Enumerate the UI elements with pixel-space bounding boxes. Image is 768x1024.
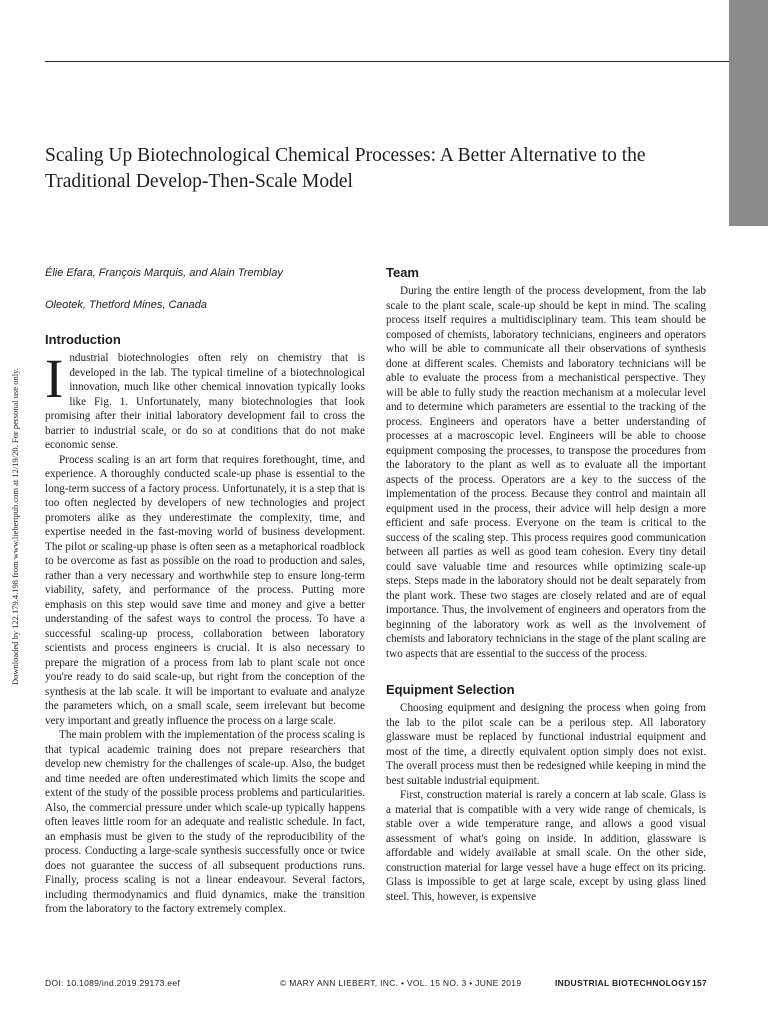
introduction-p1-text: ndustrial biotechnologies often rely on chemistry that is developed in the lab. The typical timeline of a biotechnological innovation, much like other chemical innovation typically looks like Fig. 1. Unfortunately, many biotechnologies that look promising after their initial laboratory development fail to cross the barrier to industrial scale, or do so at conditions that do not make economic sense. bbox=[45, 352, 365, 451]
right-column bbox=[386, 264, 706, 936]
footer-doi: DOI: 10.1089/ind.2019.29173.eef bbox=[45, 978, 181, 988]
introduction-paragraph-3: The main problem with the implementation of the process scaling is that typical academic training does not prepare researchers that develop new chemistry for the challenges of scale-up. Also, the budget and time needed are often underestimated which limits the scope and extent of the study of the possible process problems and particularities. Also, the commercial pressure under which scale-up typically happens often leaves little room for an adequate and realistic schedule. In fact, an emphasis must be given to the study of the reproducibility of the process. Conducting a large-scale synthesis successfully once or twice does not guarantee the success of all subsequent productions runs. Finally, process scaling is not a linear endeavour. Several factors, including thermodynamics and fluid dynamics, make the transition from the laboratory to the factory extremely complex. bbox=[45, 729, 365, 915]
equipment-paragraph-2: First, construction material is rarely a concern at lab scale. Glass is a material that is compatible with a very wide range of chemicals, is stable over a wide temperature range, and allows a good visual assessment of what's going on inside. In addition, glassware is affordable and widely available at small scale. On the other side, construction material for large vessel have a huge effect on its pricing. Glass is impossible to get at large scale, except by using glass lined steel. This, however, is expensive bbox=[386, 789, 706, 903]
introduction-paragraph-2: Process scaling is an art form that requires forethought, time, and experience. A thoroughly conducted scale-up phase is essential to the long-term success of a factory process. Unfortunately, it is a step that is too often neglected by developers of new technologies and project promoters alike as they underestimate the complexity, time, and expertise needed in the fast-moving world of business development. The pilot or scaling-up phase is often seen as a metaphorical roadblock to be overcome as fast as possible on the road to production and sales, rather than a very necessary and worthwhile step to ensure long-term viability, safety, and performance of the process. Putting more emphasis on this step would save time and money and give a better understanding of the safest ways to control the process. To have a successful scaling-up process, collaboration between laboratory scientists and process engineers is crucial. It is also necessary to prepare the migration of a process from lab to plant scale not once you're ready to do said scale-up, but right from the conception of the synthesis at the lab scale. It will be important to evaluate and analyze the parameters which, on a small scale, seem irrelevant but become very important and greatly influence the process on a large scale. bbox=[45, 453, 365, 727]
download-note bbox=[2, 345, 28, 685]
equipment-paragraph-1: Choosing equipment and designing the process when going from the lab to the pilot scale can be a perilous step. All laboratory glassware must be replaced by functional industrial equipment and most of the time, a directly equivalent option simply does not exist. The overall process must then be redesigned while keeping in mind the best suitable industrial equipment. bbox=[386, 702, 706, 787]
left-column bbox=[45, 331, 365, 931]
footer-publisher: © MARY ANN LIEBERT, INC. • VOL. 15 NO. 3 • JUNE 2019 bbox=[280, 978, 522, 988]
download-note-text: Downloaded by 122.179.4.198 from www.liebertpub.com at 12/19/20. For personal use only. bbox=[10, 368, 20, 685]
page-number: 157 bbox=[692, 978, 708, 988]
author-list: Élie Efara, François Marquis, and Alain Tremblay bbox=[45, 267, 283, 279]
affiliation: Oleotek, Thetford Mines, Canada bbox=[45, 299, 208, 311]
introduction-paragraph-1 bbox=[45, 348, 365, 453]
article-title: Scaling Up Biotechnological Chemical Processes: A Better Alternative to the Traditional Develop-Then-Scale Model bbox=[45, 145, 646, 192]
top-rule bbox=[45, 61, 729, 62]
page-edge-tab bbox=[729, 0, 768, 226]
team-heading: Team bbox=[386, 265, 419, 280]
team-paragraph: During the entire length of the process development, from the lab scale to the plant scale, scale-up should be kept in mind. The scaling process itself requires a multidisciplinary team. This team should be composed of chemists, laboratory technicians, engineers and operators who will be able to communicate all their observations of synthesis done at different scales. Chemists and laboratory technicians will be able to evaluate the process from a mechanistical perspective. They will be able to fully study the reaction mechanism at a molecular level and to determine which parameters are essential to the tracking of the process. Engineers and operators have a better understanding of processes at a macroscopic level. Engineers will be able to choose equipment composing the processes, to transpose the procedures from the laboratory to the plant as well as to evaluate all the important aspects of the process. Operators are a key to the success of the implementation of the process. Because they control and maintain all equipment used in the process, their advice will help design a more efficient and safe process. Everyone on the team is critical to the success of the scaling step. This process requires good communication between all parties as well as good team cohesion. Every tiny detail could save valuable time and resources while optimizing scale-up steps. Steps made in the laboratory should not be dealt separately from the plant work. These two stages are closely related and are of equal importance. Thus, the involvement of engineers and operators from the beginning of the laboratory work as well as the involvement of chemists and laboratory technicians in the stage of the plant scaling are two aspects that are essential to the success of the process. bbox=[386, 285, 706, 660]
equipment-heading: Equipment Selection bbox=[386, 682, 515, 697]
footer-journal: INDUSTRIAL BIOTECHNOLOGY bbox=[555, 978, 691, 988]
introduction-heading: Introduction bbox=[45, 332, 121, 347]
drop-cap: I bbox=[45, 348, 64, 409]
